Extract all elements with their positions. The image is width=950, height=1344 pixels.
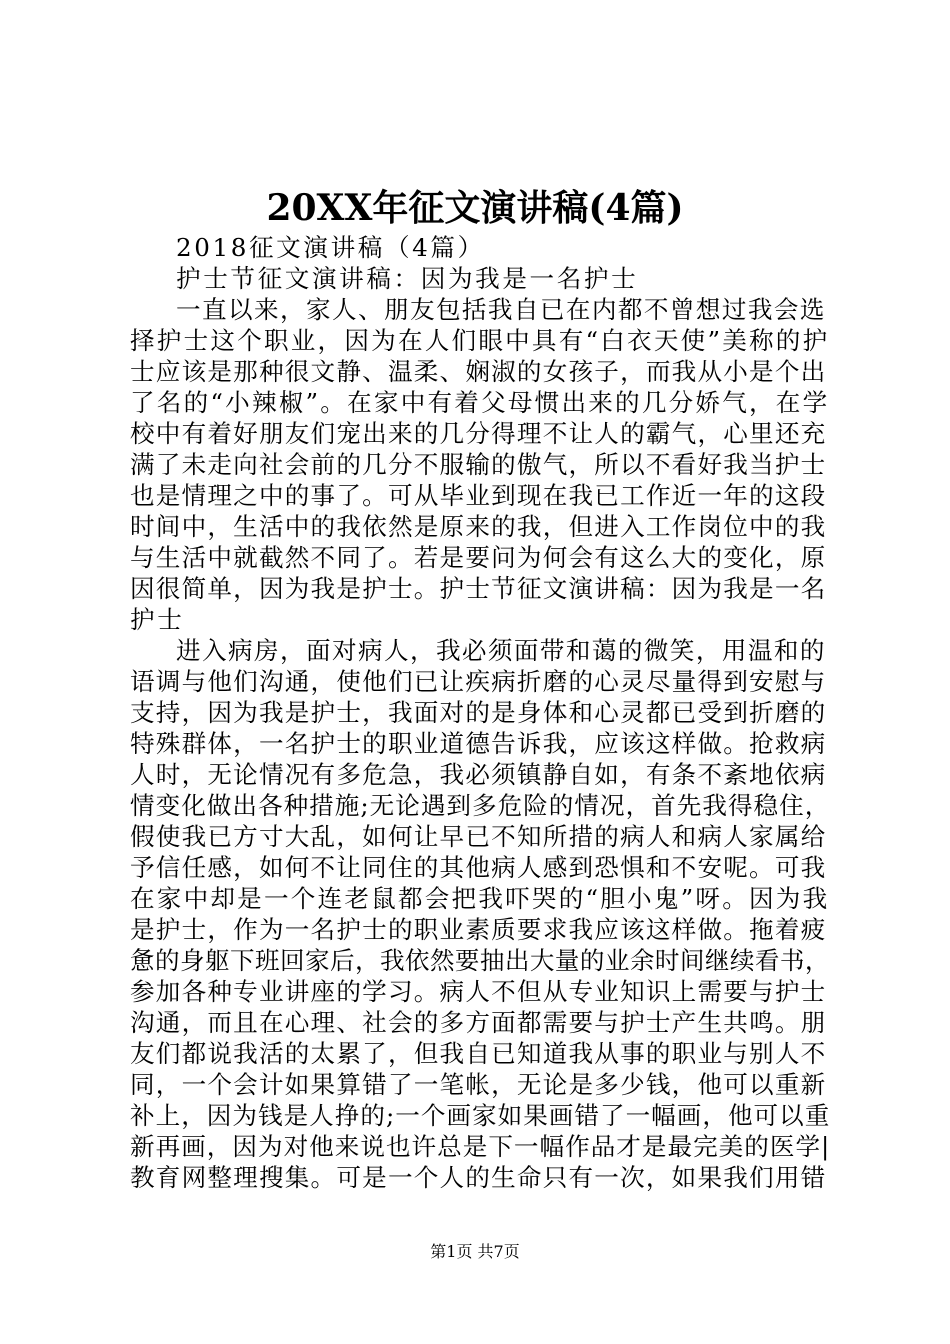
document-body bbox=[130, 232, 830, 1193]
text-line: 护士 bbox=[130, 605, 185, 634]
text-line: 择护士这个职业，因为在人们眼中具有“白衣天使”美称的护 bbox=[130, 326, 830, 355]
text-line: 是护士，作为一名护士的职业素质要求我应该这样做。拖着疲 bbox=[130, 915, 827, 944]
text-line: 也是情理之中的事了。可从毕业到现在我已工作近一年的这段 bbox=[130, 481, 827, 510]
text-line: 与生活中就截然不同了。若是要问为何会有这么大的变化，原 bbox=[130, 543, 827, 572]
text-line: 人时，无论情况有多危急，我必须镇静自如，有条不紊地依病 bbox=[130, 760, 827, 789]
text-line: 沟通，而且在心理、社会的多方面都需要与护士产生共鸣。朋 bbox=[130, 1008, 827, 1037]
text-line: 同，一个会计如果算错了一笔帐，无论是多少钱，他可以重新 bbox=[130, 1070, 827, 1099]
text-line: 一直以来，家人、朋友包括我自已在内都不曾想过我会选 bbox=[176, 295, 826, 324]
text-line: 特殊群体，一名护士的职业道德告诉我，应该这样做。抢救病 bbox=[130, 729, 827, 758]
text-line: 进入病房，面对病人，我必须面带和蔼的微笑，用温和的 bbox=[176, 636, 826, 665]
document-title: 20XX年征文演讲稿(4篇) bbox=[266, 187, 684, 229]
text-line: 假使我已方寸大乱，如何让早已不知所措的病人和病人家属给 bbox=[130, 822, 827, 851]
text-line: 友们都说我活的太累了，但我自已知道我从事的职业与别人不 bbox=[130, 1039, 827, 1068]
text-line: 校中有着好朋友们宠出来的几分得理不让人的霸气，心里还充 bbox=[130, 419, 827, 448]
text-line: 时间中，生活中的我依然是原来的我，但进入工作岗位中的我 bbox=[130, 512, 827, 541]
text-line: 教育网整理搜集。可是一个人的生命只有一次，如果我们用错 bbox=[130, 1163, 827, 1192]
text-line: 支持，因为我是护士，我面对的是身体和心灵都已受到折磨的 bbox=[130, 698, 827, 727]
text-line: 新再画，因为对他来说也许总是下一幅作品才是最完美的医学| bbox=[130, 1132, 831, 1161]
text-line: 惫的身躯下班回家后，我依然要抽出大量的业余时间继续看书， bbox=[130, 946, 830, 975]
text-line: 予信任感，如何不让同住的其他病人感到恐惧和不安呢。可我 bbox=[130, 853, 827, 882]
text-line: 因很简单，因为我是护士。护士节征文演讲稿：因为我是一名 bbox=[130, 574, 827, 603]
text-line: 士应该是那种很文静、温柔、娴淑的女孩子，而我从小是个出 bbox=[130, 357, 827, 386]
page-footer: 第1页 共7页 bbox=[430, 1242, 520, 1261]
text-line: 补上，因为钱是人挣的;一个画家如果画错了一幅画，他可以重 bbox=[130, 1101, 831, 1130]
text-line: 在家中却是一个连老鼠都会把我吓哭的“胆小鬼”呀。因为我 bbox=[130, 884, 830, 913]
text-line: 护士节征文演讲稿：因为我是一名护士 bbox=[176, 264, 639, 293]
text-line: 语调与他们沟通，使他们已让疾病折磨的心灵尽量得到安慰与 bbox=[130, 667, 827, 696]
text-line: 了名的“小辣椒”。在家中有着父母惯出来的几分娇气，在学 bbox=[130, 388, 830, 417]
text-line: 参加各种专业讲座的学习。病人不但从专业知识上需要与护士 bbox=[130, 977, 827, 1006]
text-line: 2018征文演讲稿（4篇） bbox=[176, 233, 485, 262]
text-line: 满了未走向社会前的几分不服输的傲气，所以不看好我当护士 bbox=[130, 450, 827, 479]
text-line: 情变化做出各种措施;无论遇到多危险的情况，首先我得稳住， bbox=[130, 791, 831, 820]
